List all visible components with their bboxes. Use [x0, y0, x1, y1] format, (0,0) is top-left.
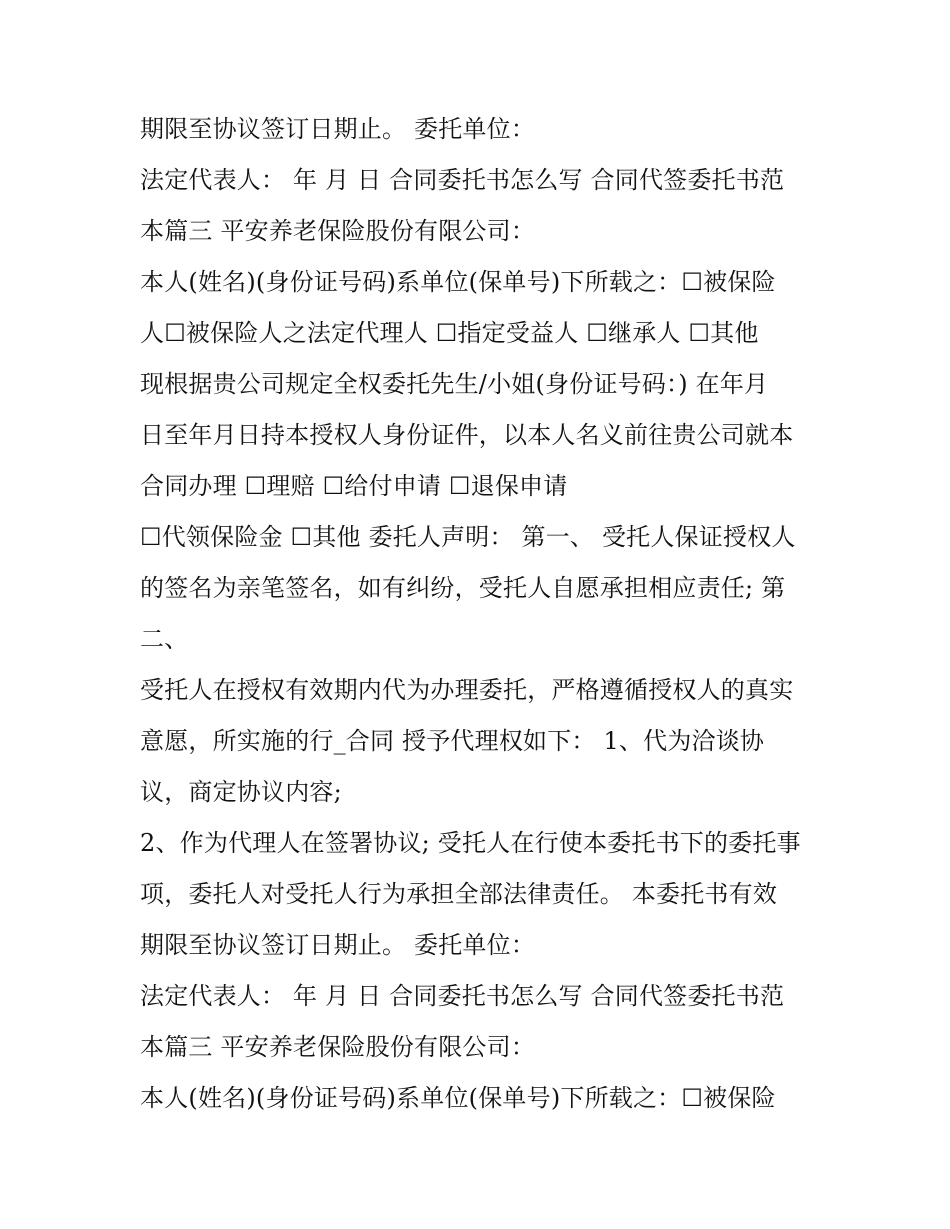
text-line: 意愿，所实施的行_合同 授予代理权如下： 1、代为洽谈协: [140, 727, 765, 755]
text-line: 受托人在授权有效期内代为办理委托，严格遵循授权人的真实: [140, 676, 794, 704]
text-line: 二、: [140, 625, 189, 653]
text-line: 合同办理 ☐理赔 ☐给付申请 ☐退保申请: [140, 472, 568, 500]
text-line: 本人(姓名)(身份证号码)系单位(保单号)下所载之：☐被保险: [140, 1084, 776, 1112]
text-line: 2、作为代理人在签署协议; 受托人在行使本委托书下的委托事: [140, 829, 801, 857]
text-line: 人☐被保险人之法定代理人 ☐指定受益人 ☐继承人 ☐其他: [140, 319, 759, 347]
text-line: 期限至协议签订日期止。 委托单位：: [140, 115, 536, 143]
text-line: 本篇三 平安养老保险股份有限公司：: [140, 217, 536, 245]
text-line: ☐代领保险金 ☐其他 委托人声明： 第一、 受托人保证授权人: [140, 523, 796, 551]
text-line: 本人(姓名)(身份证号码)系单位(保单号)下所载之：☐被保险: [140, 268, 776, 296]
text-line: 项，委托人对受托人行为承担全部法律责任。 本委托书有效: [140, 880, 778, 908]
text-line: 议，商定协议内容;: [140, 778, 342, 806]
text-line: 现根据贵公司规定全权委托先生/小姐(身份证号码：) 在年月: [140, 370, 769, 398]
text-line: 本篇三 平安养老保险股份有限公司：: [140, 1033, 536, 1061]
document-body: [140, 104, 820, 1124]
text-line: 法定代表人： 年 月 日 合同委托书怎么写 合同代签委托书范: [140, 982, 785, 1010]
text-line: 法定代表人： 年 月 日 合同委托书怎么写 合同代签委托书范: [140, 166, 785, 194]
text-line: 日至年月日持本授权人身份证件，以本人名义前往贵公司就本: [140, 421, 794, 449]
text-line: 的签名为亲笔签名，如有纠纷，受托人自愿承担相应责任; 第: [140, 574, 786, 602]
text-line: 期限至协议签订日期止。 委托单位：: [140, 931, 536, 959]
